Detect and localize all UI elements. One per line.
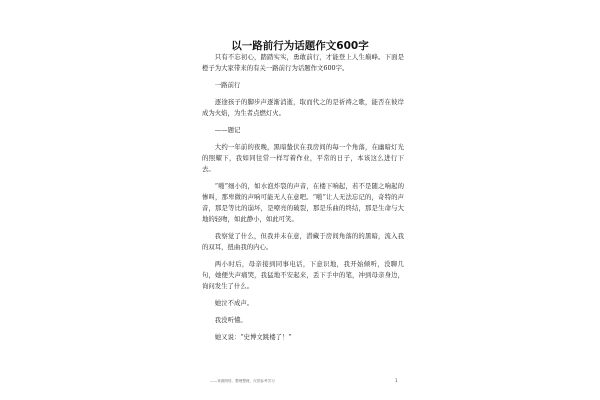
paragraph-7: 她又说：“史博文跳楼了！” — [214, 333, 292, 341]
paragraph-epigraph: 逐途孩子的脚步声逐渐消逝，取而代之的是祈祷之歌，能否在彼岸成为火焰，为生者点燃灯火。 — [202, 98, 404, 117]
document-title: 以一路前行为话题作文600字 — [231, 40, 369, 52]
paragraph-5: 她泣不成声。 — [214, 299, 254, 307]
footer-note: ——来源网络，整理整理，仅供参考学习 — [210, 379, 275, 383]
page-number: 1 — [395, 378, 398, 383]
paragraph-4: 两小时后，母亲接到同事电话，下意识地，我开始倾听，没聊几句，她便失声痛哭，我猛地不安起来，丢下手中的笔，冲到母亲身边，询问发生了什么。 — [202, 260, 404, 290]
paragraph-2: “啪”细小的，如水泡炸裂的声音，在楼下响起，若不是随之响起的惨叫，那卑微的声响可能无人在意吧。“啪”让人无法忘记的，奇特的声音，那是等比的崩坏，是嘹亮的破裂，那是乐曲的终结，那是生命与大地的轻吻，如此静小，如此可笑。 — [202, 182, 404, 223]
paragraph-intro: 只有不忘初心，踏踏实实，勇敢前行，才能登上人生巅峰。下面是橙子为大家带来的有关一路前行为话题作文600字。 — [202, 53, 404, 72]
paragraph-6: 我没听懂。 — [214, 316, 247, 324]
paragraph-heading: 一路前行 — [214, 81, 241, 89]
paragraph-1: 大约一年前的夜晚，黑暗蛰伏在我房间的每一个角落，在幽暗灯光的照耀下，我如同往常一样写着作业，平常的日子，本该这么进行下去。 — [202, 143, 404, 173]
paragraph-3: 我察觉了什么，但我并未在意，潜藏于房间角落的的黑暗，流入我的双耳，扭曲我的内心。 — [202, 232, 404, 251]
document-body — [202, 52, 404, 349]
paragraph-epigraph-label: ——题记 — [214, 126, 241, 134]
